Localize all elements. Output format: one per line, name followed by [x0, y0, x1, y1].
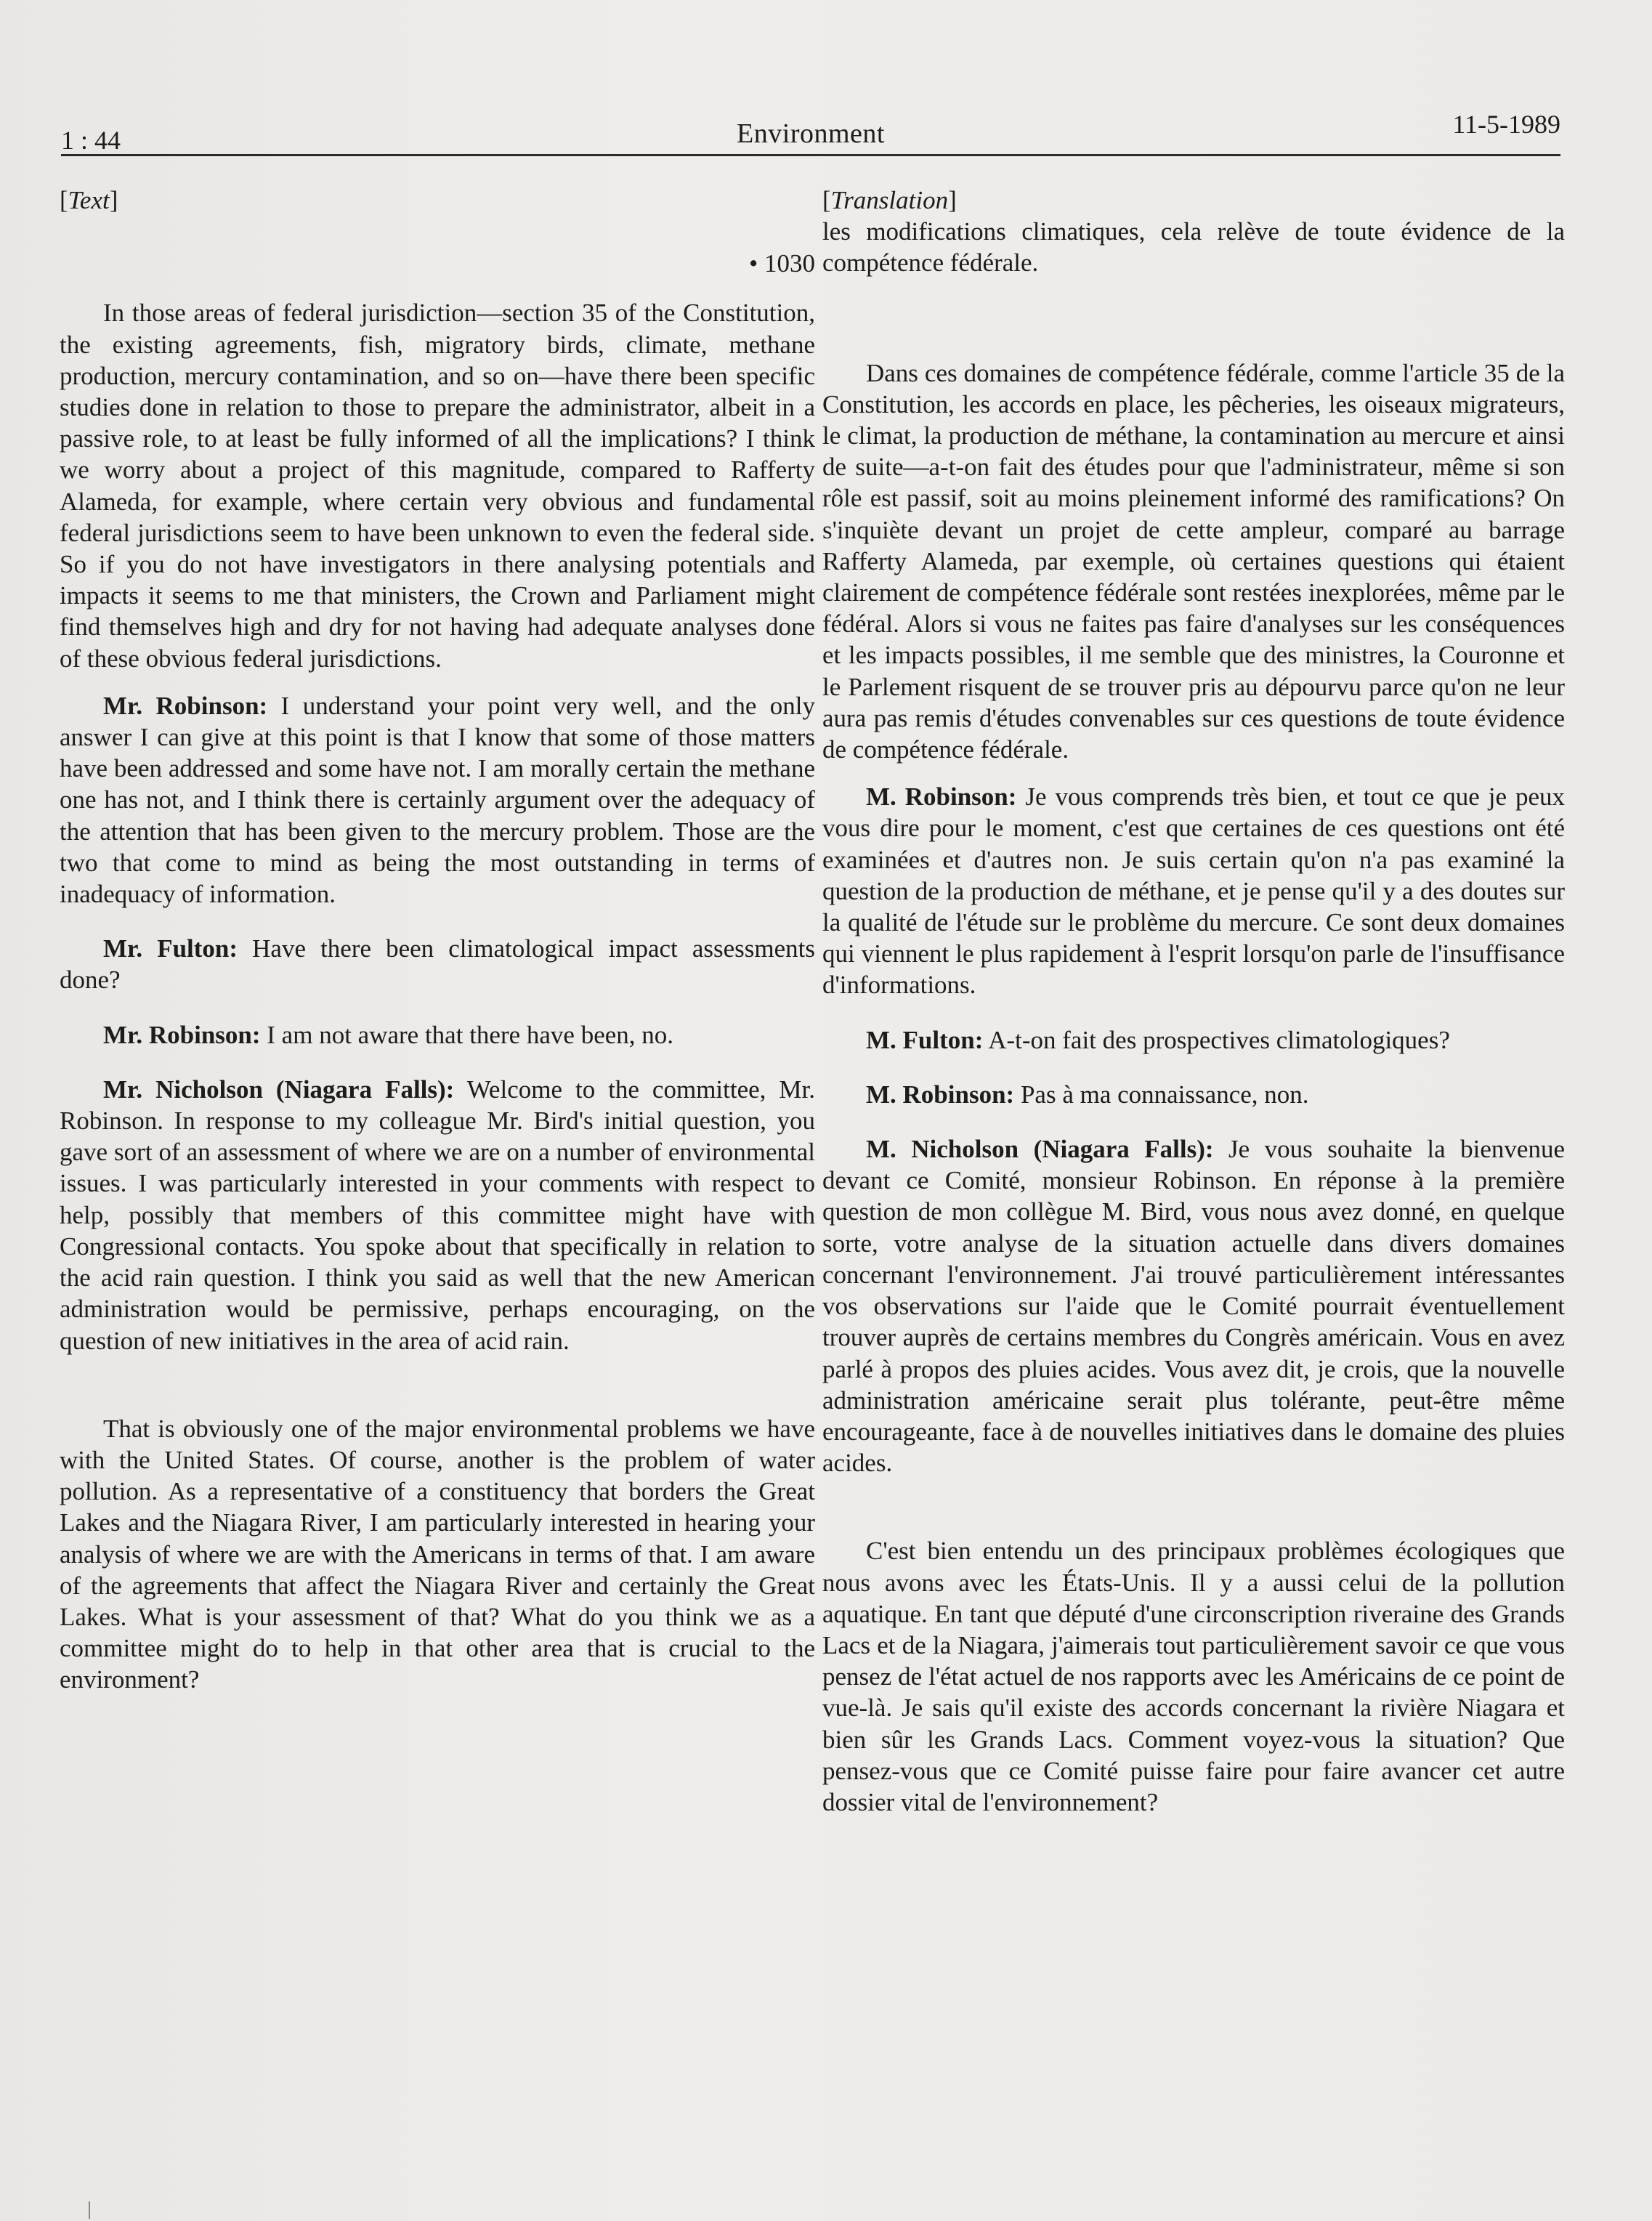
paragraph: Mr. Robinson: I understand your point very well, and the only answer I can give at this point is that I know that some of those matters have been addressed and some have not. I am morally certain the methane one has not, and I think there is certainly argument over the adequacy of the attention that has been given to the mercury problem. Those are the two that come to mind as being the most outstanding in terms of inadequacy of information. [60, 691, 816, 909]
paragraph: In those areas of federal jurisdiction—section 35 of the Constitution, the existing agreements, fish, migratory birds, climate, methane production, mercury contamination, and so on—have there been specific studies done in relation to those to prepare the administrator, albeit in a passive role, to at least be fully informed of all the implications? I think we worry about a project of this magnitude, compared to Rafferty Alameda, for example, where certain very obvious and fundamental federal jurisdictions seem to have been unknown to even the federal side. So if you do not have investigators in there analysing potentials and impacts it seems to me that ministers, the Crown and Parliament might find themselves high and dry for not having had adequate analyses done of these obvious federal jurisdictions. [60, 299, 815, 673]
page-header [61, 109, 1560, 153]
paragraph: M. Nicholson (Niagara Falls): Je vous souhaite la bienvenue devant ce Comité, monsieur Robinson. En réponse à la première question de mon collègue M. Bird, vous nous avez donné, en quelque sorte, votre analyse de la situation actuelle dans divers domaines concernant l'environnement. J'ai trouvé particulièrement intéressantes vos observations sur l'aide que le Comité pourrait éventuellement trouver auprès de certains membres du Congrès américain. Vous en avez parlé à propos des pluies acides. Vous avez dit, je crois, que la nouvelle administration américaine serait plus tolérante, peut-être même encourageante, face à de nouvelles initiatives dans le domaine des pluies acides. [822, 1135, 1566, 1478]
paragraph: That is obviously one of the major environmental problems we have with the United States. Of course, another is the problem of water pollution. As a representative of a constituency that borders the Great Lakes and the Niagara River, I am particularly interested in hearing your analysis of where we are with the Americans in terms of that. I am aware of the agreements that affect the Niagara River and certainly the Great Lakes. What is your assessment of that? What do you think we as a committee might do to help in that other area that is crucial to the environment? [60, 1414, 815, 1694]
time-marker: • 1030 [748, 249, 815, 278]
paragraph: Mr. Robinson: I am not aware that there have been, no. [103, 1020, 674, 1049]
speaker-name: M. Robinson: [866, 1080, 1015, 1109]
page-number: 1 : 44 [61, 126, 121, 155]
page-title: Environment [737, 118, 885, 149]
speaker-name: M. Fulton: [866, 1025, 984, 1054]
paragraph: M. Fulton: A-t-on fait des prospectives climatologiques? [866, 1025, 1450, 1054]
english-column [60, 185, 815, 1696]
speaker-name: M. Nicholson (Niagara Falls): [866, 1135, 1214, 1164]
page-date: 11-5-1989 [1452, 110, 1560, 139]
paragraph: Mr. Fulton: Have there been climatological impact assessments done? [60, 934, 816, 995]
text-tag: [Text] [60, 186, 118, 214]
translation-tag: [Translation] [822, 186, 957, 214]
speaker-name: Mr. Nicholson (Niagara Falls): [103, 1075, 455, 1104]
french-column [822, 185, 1565, 1818]
text-tag-label: Text [68, 186, 110, 214]
scan-mark [89, 2201, 90, 2219]
paragraph: les modifications climatiques, cela relève de toute évidence de la compétence fédérale. [822, 217, 1565, 278]
header-rule [61, 154, 1560, 156]
paragraph: Dans ces domaines de compétence fédérale, comme l'article 35 de la Constitution, les accords en place, les pêcheries, les oiseaux migrateurs, le climat, la production de méthane, la contamination au mercure et ainsi de suite—a-t-on fait des études pour que l'administrateur, même si son rôle est passif, soit au moins pleinement informé des ramifications? On s'inquiète devant un projet de cette ampleur, comparé au barrage Rafferty Alameda, par exemple, où certaines questions qui étaient clairement de compétence fédérale sont restées inexplorées, même par le fédéral. Alors si vous ne faites pas faire d'analyses sur les conséquences et les impacts possibles, il me semble que des ministres, la Couronne et le Parlement risquent de se trouver pris au dépourvu parce qu'on ne leur aura pas remis d'études convenables sur ces questions de toute évidence de compétence fédérale. [822, 358, 1565, 764]
speaker-name: Mr. Robinson: [103, 1020, 261, 1049]
paragraph: C'est bien entendu un des principaux problèmes écologiques que nous avons avec les États-Unis. Il y a aussi celui de la pollution aquatique. En tant que député d'une circonscription riveraine des Grands Lacs et de la Niagara, j'aimerais tout particulièrement savoir ce que vous pensez de l'état actuel de nos rapports avec les Américains de ce point de vue-là. Je sais qu'il existe des accords concernant la rivière Niagara et bien sûr les Grands Lacs. Comment voyez-vous la situation? Que pensez-vous que ce Comité puisse faire pour faire avancer cet autre dossier vital de l'environnement? [822, 1537, 1565, 1816]
speaker-name: M. Robinson: [866, 782, 1017, 812]
translation-tag-label: Translation [830, 186, 949, 214]
speaker-name: Mr. Fulton: [103, 934, 238, 963]
paragraph: Mr. Nicholson (Niagara Falls): Welcome to the committee, Mr. Robinson. In response to my colleague Mr. Bird's initial question, you gave sort of an assessment of where we are on a number of environmental issues. I was particularly interested in your comments with respect to help, possibly that members of this committee might have with Congressional contacts. You spoke about that specifically in relation to the acid rain question. I think you said as well that the new American administration would be permissive, perhaps encouraging, on the question of new initiatives in the area of acid rain. [60, 1075, 815, 1355]
speaker-name: Mr. Robinson: [103, 691, 268, 720]
paragraph: M. Robinson: Je vous comprends très bien, et tout ce que je peux vous dire pour le moment, c'est que certaines de ces questions ont été examinées et d'autres non. Je suis certain qu'on n'a pas examiné la question de la production de méthane, et je pense qu'il y a des doutes sur la qualité de l'étude sur le problème du mercure. Ce sont deux domaines qui viennent le plus rapidement à l'esprit lorsqu'on parle de l'insuffisance d'informations. [822, 782, 1565, 1000]
paragraph: M. Robinson: Pas à ma connaissance, non. [866, 1080, 1309, 1109]
